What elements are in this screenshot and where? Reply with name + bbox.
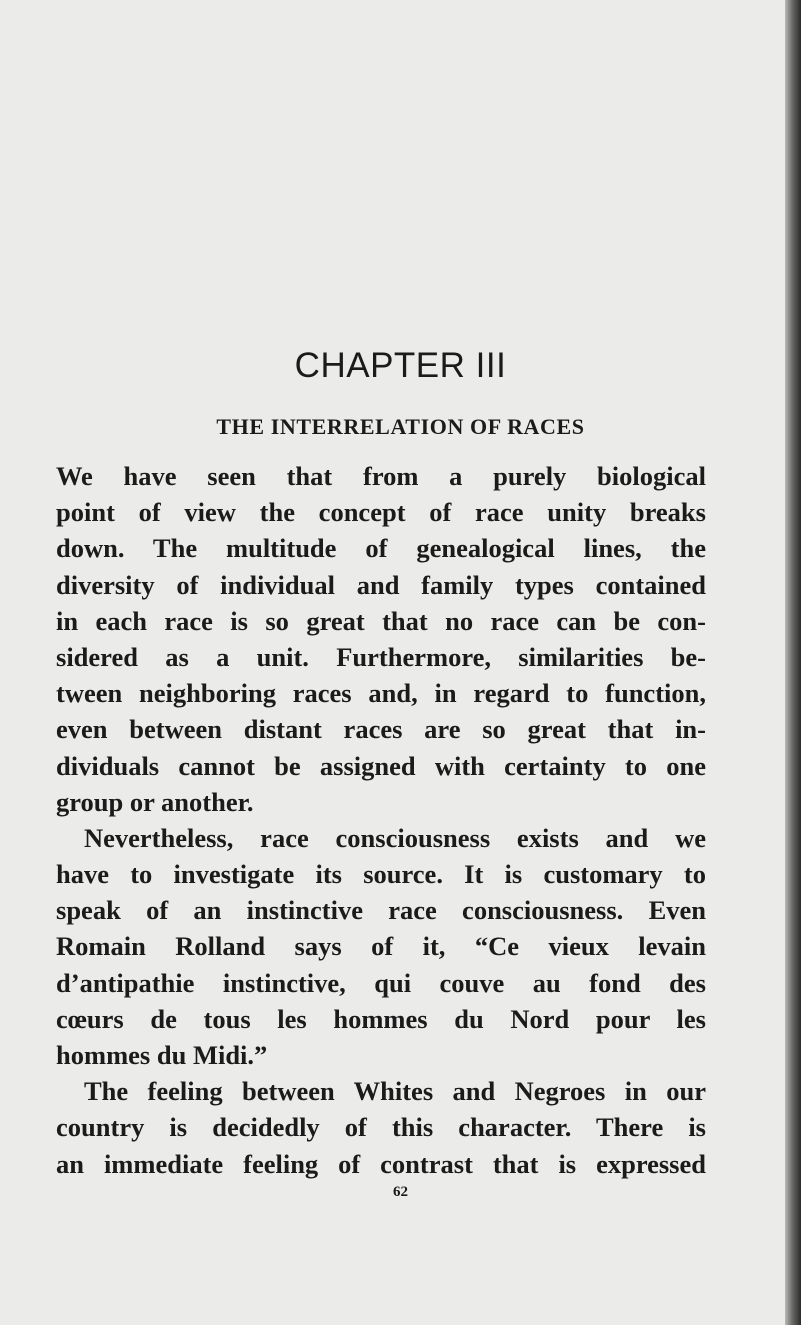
text-line: dividuals cannot be assigned with certainty to one [56,750,706,781]
chapter-title: THE INTERRELATION OF RACES [216,414,585,439]
text-line: Nevertheless, race consciousness exists and we [84,822,706,853]
text-line: d’antipathie instinctive, qui couve au fond des [56,967,706,998]
text-line: even between distant races are so great that in- [56,714,706,745]
text-line: down. The multitude of genealogical lines, the [56,533,706,564]
text-line: Romain Rolland says of it, “Ce vieux levain [56,931,706,962]
page-number: 62 [393,1184,408,1200]
text-line: have to investigate its source. It is customary to [56,859,706,890]
text-line: tween neighboring races and, in regard to function, [56,678,706,709]
text-line: We have seen that from a purely biological [56,461,706,491]
page-edge-shadow [785,0,801,1325]
body-text [56,458,706,1182]
text-line: group or another. [56,786,254,817]
text-line: hommes du Midi.” [56,1040,268,1070]
text-line: an immediate feeling of contrast that is expressed [56,1148,706,1179]
text-line: diversity of individual and family types contained [56,569,706,600]
text-line: The feeling between Whites and Negroes in our [84,1076,706,1107]
text-line: cœurs de tous les hommes du Nord pour les [56,1003,706,1034]
text-line: country is decidedly of this character. There is [56,1112,706,1143]
text-line: speak of an instinctive race consciousness. Even [56,895,706,926]
chapter-heading: CHAPTER III [294,346,507,385]
text-line: in each race is so great that no race can be con- [56,605,706,636]
text-line: point of view the concept of race unity breaks [56,497,706,528]
text-line: sidered as a unit. Furthermore, similarities be- [56,641,706,672]
